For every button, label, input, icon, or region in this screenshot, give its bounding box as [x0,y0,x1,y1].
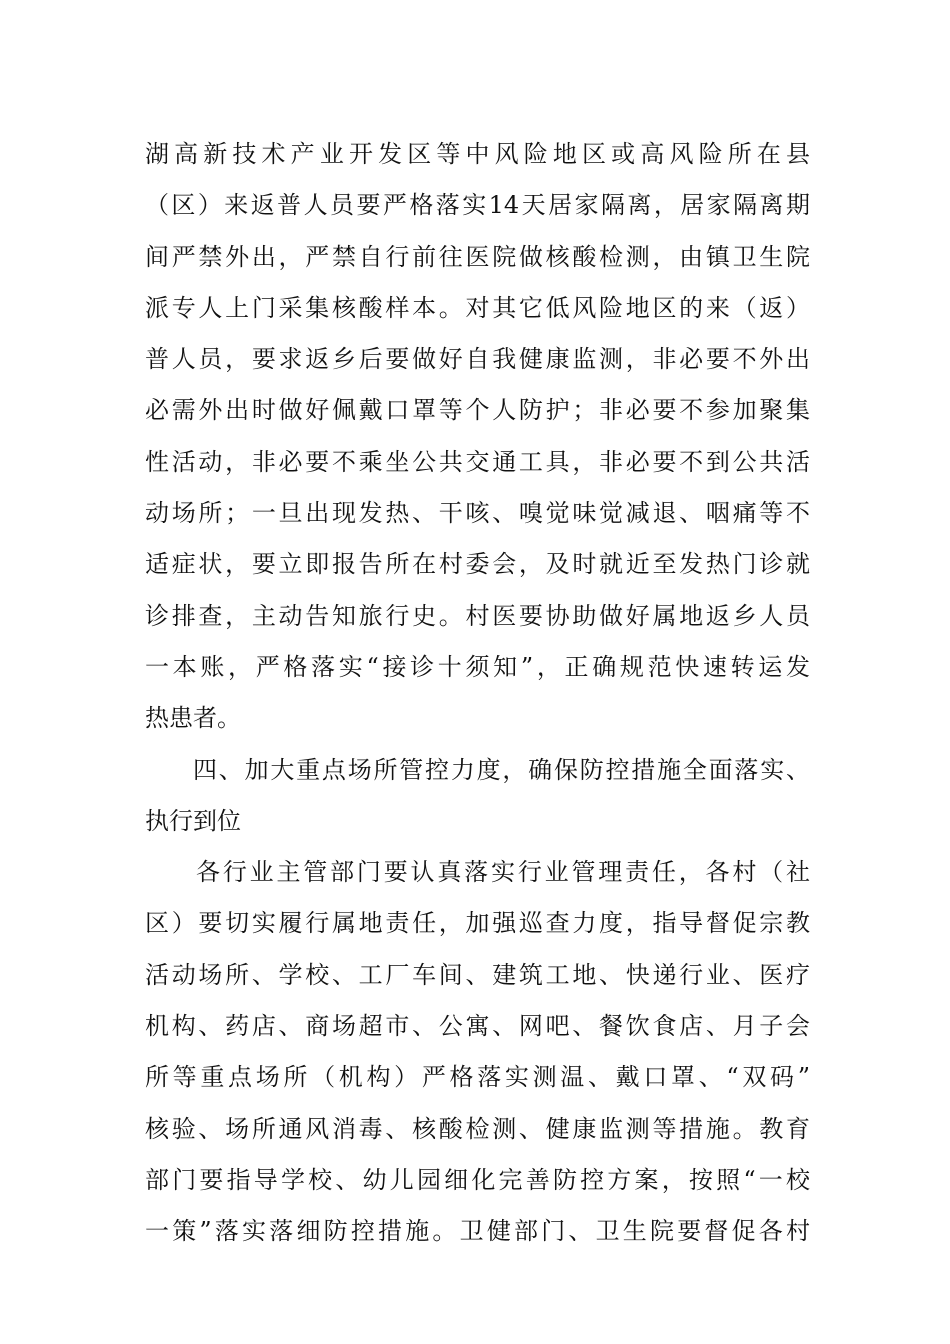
paragraph-line: 热患者。 [145,704,241,733]
paragraph-line: 核验、场所通风消毒、核酸检测、健康监测等措施。教育 [145,1114,810,1143]
paragraph-line: 必需外出时做好佩戴口罩等个人防护；非必要不参加聚集 [145,396,810,425]
paragraph-line: 普人员，要求返乡后要做好自我健康监测，非必要不外出 [145,345,810,374]
paragraph-line: 动场所；一旦出现发热、干咳、嗅觉味觉减退、咽痛等不 [145,499,810,528]
paragraph-line: 性活动，非必要不乘坐公共交通工具，非必要不到公共活 [145,447,810,476]
paragraph-line: 适症状，要立即报告所在村委会，及时就近至发热门诊就 [145,550,810,579]
document-body [145,129,810,1258]
paragraph-line: 一本账，严格落实“接诊十须知”，正确规范快速转运发 [145,652,810,681]
paragraph-line: 所等重点场所（机构）严格落实测温、戴口罩、“双码” [145,1063,810,1092]
paragraph-line: 活动场所、学校、工厂车间、建筑工地、快递行业、医疗 [145,960,810,989]
section-heading-line: 执行到位 [145,806,241,835]
paragraph-line: 派专人上门采集核酸样本。对其它低风险地区的来（返） [145,293,810,322]
paragraph-line: 部门要指导学校、幼儿园细化完善防控方案，按照“一校 [145,1165,810,1194]
paragraph-line: 区）要切实履行属地责任，加强巡查力度，指导督促宗教 [145,909,810,938]
paragraph-line: 间严禁外出，严禁自行前往医院做核酸检测，由镇卫生院 [145,242,810,271]
paragraph-line: 各行业主管部门要认真落实行业管理责任，各村（社 [196,858,810,887]
paragraph-line: （区）来返普人员要严格落实14天居家隔离，居家隔离期 [145,191,810,220]
paragraph-line: 湖高新技术产业开发区等中风险地区或高风险所在县 [145,140,810,168]
paragraph-line: 诊排查，主动告知旅行史。村医要协助做好属地返乡人员 [145,601,810,630]
section-heading-line: 四、加大重点场所管控力度，确保防控措施全面落实、 [193,755,810,784]
paragraph-line: 机构、药店、商场超市、公寓、网吧、餐饮食店、月子会 [145,1012,810,1041]
paragraph-line: 一策”落实落细防控措施。卫健部门、卫生院要督促各村 [145,1217,810,1246]
